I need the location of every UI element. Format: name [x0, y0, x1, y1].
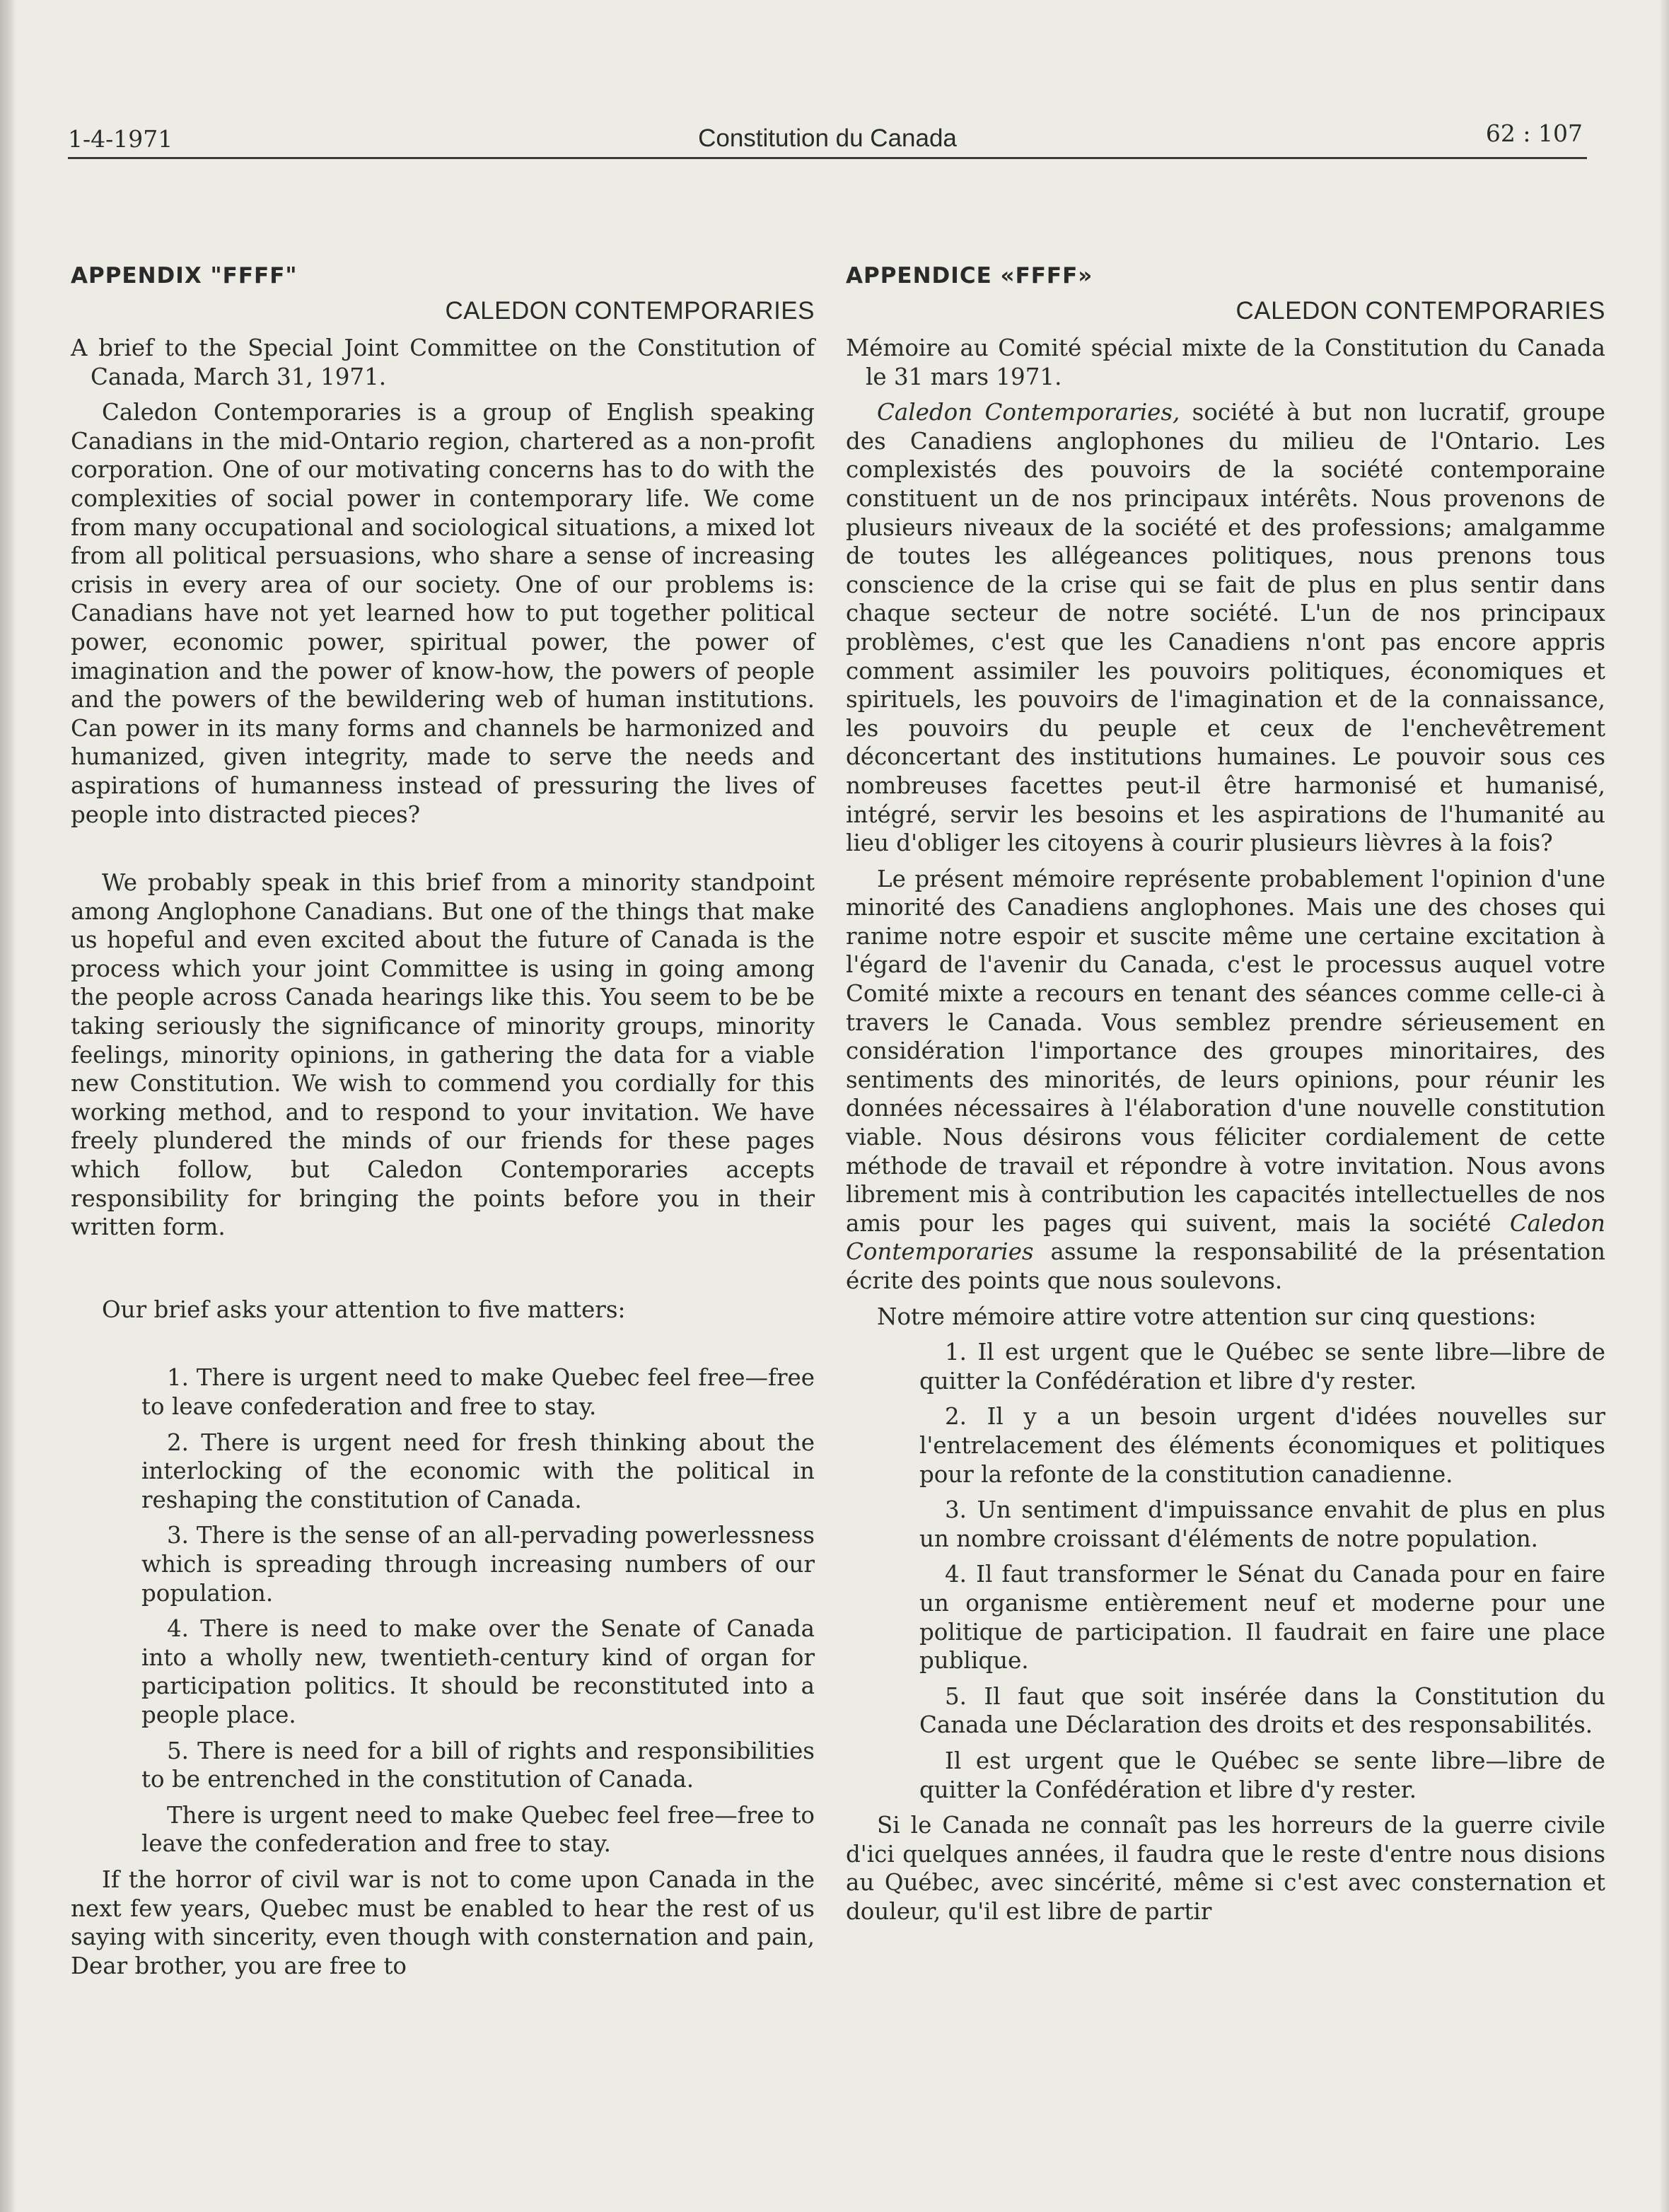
- french-column: [846, 263, 1605, 1933]
- header-rule: [68, 157, 1587, 159]
- paragraph: Caledon Contemporaries is a group of English speaking Canadians in the mid-Ontario region, chartered as a non-profit corporation. One of our motivating concerns has to do with the complexities of social power in contemporary life. We come from many occupational and sociological situations, a mixed lot from all political persuasions, who share a sense of increasing crisis in every area of our society. One of our problems is: Canadians have not yet learned how to put together political power, economic power, spiritual power, the power of imagination and the power of know-how, the powers of people and the powers of the bewildering web of human institutions. Can power in its many forms and channels be harmonized and humanized, given integrity, made to serve the needs and aspirations of humanness instead of pressuring the lives of people into distracted pieces?: [71, 399, 815, 828]
- appendix-heading: APPENDIX "FFFF": [71, 263, 298, 289]
- paragraph: Our brief asks your attention to five matters:: [102, 1296, 626, 1323]
- appendix-heading: APPENDICE «FFFF»: [846, 263, 1093, 289]
- paragraph: Si le Canada ne connaît pas les horreurs de la guerre civile d'ici quelques années, il faudra que le reste d'entre nous disions au Québec, avec sincérité, même si c'est avec consternation et douleur, qu'il est libre de partir: [846, 1812, 1605, 1925]
- section-heading: There is urgent need to make Quebec feel free—free to leave the confederation and free to stay.: [141, 1801, 815, 1858]
- header-title: Constitution du Canada: [698, 124, 957, 152]
- paragraph: Caledon Contemporaries, société à but non lucratif, groupe des Canadiens anglophones du milieu de l'Ontario. Les complexistés des pouvoirs de la société contemporaine constituent un de nos principaux intérêts. Nous provenons de plusieurs niveaux de la société et des professions; amalgamme de toutes les allégeances politiques, nous prenons tous conscience de la crise qui se fait de plus en plus sentir dans chaque secteur de notre société. L'un de nos principaux problèmes, c'est que les Canadiens n'ont pas encore appris comment assimiler les pouvoirs politiques, économiques et spirituels, les pouvoirs de l'imagination et de la connaissance, les pouvoirs du peuple et ceux de l'enchevêtrement déconcertant des institutions humaines. Le pouvoir sous ces nombreuses facettes peut-il être harmonisé et humanisé, intégré, servir les besoins et les aspirations de l'humanité au lieu d'obliger les citoyens à courir plusieurs lièvres à la fois?: [846, 399, 1605, 857]
- organization-name-italic: Caledon Contemporaries,: [877, 399, 1180, 426]
- list-item: 2. Il y a un besoin urgent d'idées nouvelles sur l'entrelacement des éléments économiques et politiques pour la refonte de la constitution canadienne.: [919, 1403, 1605, 1488]
- organization-title: CALEDON CONTEMPORARIES: [445, 297, 815, 325]
- paragraph: We probably speak in this brief from a minority standpoint among Anglophone Canadians. But one of the things that make us hopeful and even excited about the future of Canada is the process which your joint Committee is using in going among the people across Canada hearings like this. You seem to be be taking seriously the significance of minority groups, minority feelings, minority opinions, in gathering the data for a viable new Constitution. We wish to commend you cordially for this working method, and to respond to your invitation. We have freely plundered the minds of our friends for these pages which follow, but Caledon Contemporaries accepts responsibility for bringing the points before you in their written form.: [71, 869, 815, 1241]
- english-column: [71, 263, 815, 1987]
- list-item: 4. Il faut transformer le Sénat du Canada pour en faire un organisme entièrement neuf et moderne pour une politique de participation. Il faudrait en faire une place publique.: [919, 1561, 1605, 1675]
- list-item: 4. There is need to make over the Senate of Canada into a wholly new, twentieth-century kind of organ for participation politics. It should be reconstituted into a people place.: [141, 1615, 815, 1728]
- list-item: 1. There is urgent need to make Quebec feel free—free to leave confederation and free to stay.: [141, 1364, 815, 1420]
- paragraph: Notre mémoire attire votre attention sur cinq questions:: [877, 1303, 1537, 1330]
- organization-title: CALEDON CONTEMPORARIES: [1235, 297, 1605, 325]
- brief-intro: Mémoire au Comité spécial mixte de la Constitution du Canada le 31 mars 1971.: [846, 334, 1605, 390]
- header-date: 1-4-1971: [68, 125, 173, 153]
- header-page-number: 62 : 107: [1485, 120, 1583, 147]
- page-right-edge: [1659, 0, 1669, 2212]
- list-item: 5. Il faut que soit insérée dans la Constitution du Canada une Déclaration des droits et des responsabilités.: [919, 1682, 1605, 1739]
- list-item: 3. Un sentiment d'impuissance envahit de plus en plus un nombre croissant d'éléments de notre population.: [919, 1496, 1605, 1552]
- section-heading: Il est urgent que le Québec se sente libre—libre de quitter la Confédération et libre d'y rester.: [919, 1747, 1605, 1803]
- paragraph: If the horror of civil war is not to come upon Canada in the next few years, Quebec must be enabled to hear the rest of us saying with sincerity, even though with consternation and pain, Dear brother, you are free to: [71, 1865, 815, 1979]
- paragraph: Le présent mémoire représente probablement l'opinion d'une minorité des Canadiens anglophones. Mais une des choses qui ranime notre espoir et suscite même une certaine excitation à l'égard de l'avenir du Canada, c'est le processus auquel votre Comité mixte a recours en tenant des séances comme celle-ci à travers le Canada. Vous semblez prendre sérieusement en considération l'importance des groupes minoritaires, des sentiments des minorités, de leurs opinions, pour réunir les données nécessaires à l'élaboration d'une nouvelle constitution viable. Nous désirons vous féliciter cordialement de cette méthode de travail et répondre à votre invitation. Nous avons librement mis à contribution les capacités intellectuelles de nos amis pour les pages qui suivent, mais la société Caledon Contemporaries assume la responsabilité de la présentation écrite des points que nous soulevons.: [846, 865, 1605, 1294]
- list-item: 2. There is urgent need for fresh thinking about the interlocking of the economic with the political in reshaping the constitution of Canada.: [141, 1428, 815, 1513]
- brief-intro: A brief to the Special Joint Committee on the Constitution of Canada, March 31, 1971.: [71, 334, 815, 390]
- list-item: 3. There is the sense of an all-pervading powerlessness which is spreading through increasing numbers of our population.: [141, 1522, 815, 1607]
- list-item: 5. There is need for a bill of rights and responsibilities to be entrenched in the constitution of Canada.: [141, 1737, 815, 1793]
- organization-name-italic: Caledon Contemporaries: [846, 1209, 1605, 1266]
- page-header: [68, 113, 1587, 157]
- page-binding-edge: [0, 0, 16, 2212]
- list-item: 1. Il est urgent que le Québec se sente libre—libre de quitter la Confédération et libre d'y rester.: [919, 1339, 1605, 1395]
